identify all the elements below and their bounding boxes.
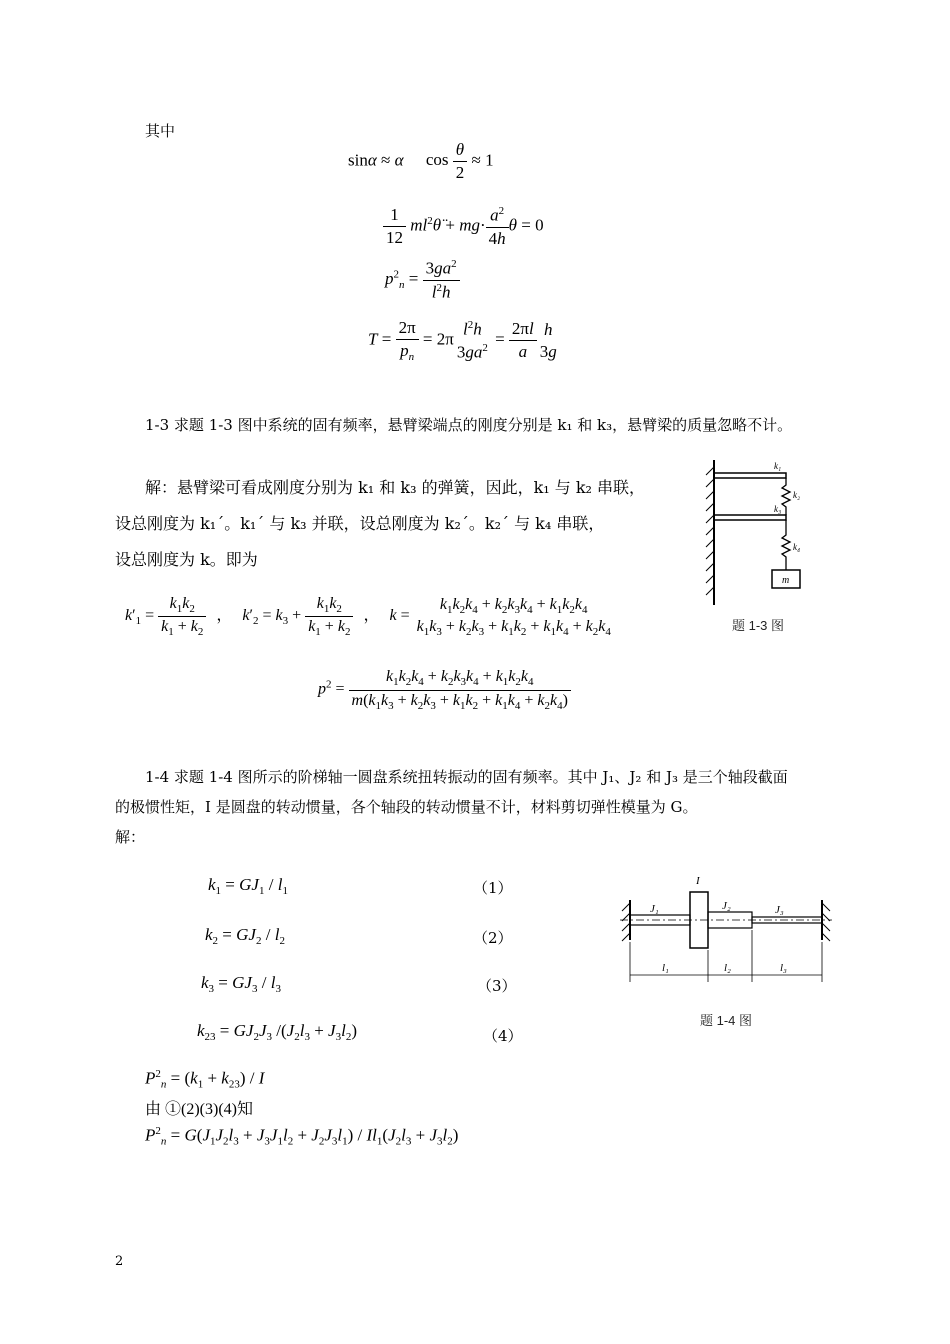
label-I: I bbox=[696, 875, 700, 887]
label-J3: J₃ bbox=[775, 904, 784, 916]
figure-1-3 bbox=[700, 455, 840, 635]
label-J2: J₂ bbox=[722, 900, 731, 912]
problem-1-4-statement: 1-4 求题 1-4 图所示的阶梯轴一圆盘系统扭转振动的固有频率。其中 J₁、J₂ 和 J₃ 是三个轴段截面 的极惯性矩，I 是圆盘的转动惯量，各个轴段的转动惯量不计，材料剪切弹性模量为 G。 解： bbox=[115, 768, 788, 846]
figure-1-4-caption: 题 1-4 图 bbox=[700, 1013, 753, 1028]
intro-text: 其中 bbox=[145, 122, 176, 140]
eq-period: T = $\frac{2\pi}{p_n}$ = 2π $l^2h$ $3ga^2$ = $\frac{2\pi l}{a}$ h 3g bbox=[368, 318, 557, 363]
eq-4: $k_{23} = GJ_2J_3$ $/(J_2l_3 + J_3l_2)$ bbox=[197, 1021, 357, 1043]
eq-pn: $p^2_n$ = $\frac{3ga^2}{l^2h}$ bbox=[385, 258, 460, 302]
eq-small-angle: sinα ≈ α cos $\frac{\theta}{2}$ ≈ 1 bbox=[348, 140, 494, 182]
eq-motion: $\frac{1}{12}$ $ml^2\thetä + mg\cdot$ $\frac{a^2}{4h}$ θ = 0 bbox=[383, 205, 544, 249]
label-m: m bbox=[782, 575, 790, 586]
label-k1: k₁ bbox=[774, 461, 782, 471]
eq-2: $k_2 = GJ_2 / l_2$ bbox=[205, 925, 285, 947]
label-k3: k₃ bbox=[774, 504, 782, 514]
from-text: 由 ①(2)(3)(4)知 bbox=[145, 1101, 253, 1118]
eq-k-combined: $k'_1$ = $\frac{k_1k_2}{k_1 + k_2}$ ， $k'_2 = k_3$ + $\frac{k_1k_2}{k_1 + k_2}$ ， k = $k_1k_2k_4 + k_2k_3k_4 + k_1k_2k_4$ $k_1k_3 + k_2k_3 + k_1k_2 + k_1k_4 + k_2k_4$ bbox=[125, 595, 611, 638]
eq-1-number: （1） bbox=[473, 879, 513, 897]
eq-1: $k_1 = GJ_1 / l_1$ bbox=[208, 875, 288, 897]
problem-1-3-statement: 1-3 求题 1-3 图中系统的固有频率，悬臂梁端点的刚度分别是 k₁ 和 k₃，悬臂梁的质量忽略不计。 bbox=[145, 416, 793, 434]
eq-6: $P^2_n = G(J_1J_2l_3 + J_3J_1l_2 + J_2J_3l_1) / Il_1(J_2l_3 + J_3l_2)$ bbox=[145, 1125, 459, 1148]
eq-4-number: （4） bbox=[483, 1027, 523, 1045]
label-J1: J₁ bbox=[650, 903, 659, 915]
figure-1-3-caption: 题 1-3 图 bbox=[732, 618, 785, 633]
label-l3: l₃ bbox=[780, 962, 787, 974]
page-number: 2 bbox=[115, 1254, 124, 1269]
problem-1-3-solution: 解：悬臂梁可看成刚度分别为 k₁ 和 k₃ 的弹簧，因此，k₁ 与 k₂ 串联， 设总刚度为 k₁´。k₁´ 与 k₃ 并联，设总刚度为 k₂´。k₂´ 与 k₄ 串联， 设总刚度为 k。即为 bbox=[115, 478, 646, 569]
figure-1-4 bbox=[610, 870, 840, 1010]
eq-3: $k_3 = GJ_3 / l_3$ bbox=[201, 973, 281, 995]
eq-5: $P^2_n = (k_1 + k_{23}) / I$ bbox=[145, 1068, 265, 1091]
label-k4: k₄ bbox=[793, 542, 801, 552]
label-l1: l₁ bbox=[662, 962, 669, 974]
label-l2: l₂ bbox=[724, 962, 731, 974]
eq-p2-1-3: $p^2$ = $\frac{k_1k_2k_4 + k_2k_3k_4 + k_1k_2k_4}{m(k_1k_3 + k_2k_3 + k_1k_2 + k_1k_4 + k_2k_4)}$ bbox=[318, 668, 571, 712]
label-k2: k₂ bbox=[793, 490, 801, 500]
eq-2-number: （2） bbox=[473, 929, 513, 947]
eq-3-number: （3） bbox=[477, 977, 517, 995]
